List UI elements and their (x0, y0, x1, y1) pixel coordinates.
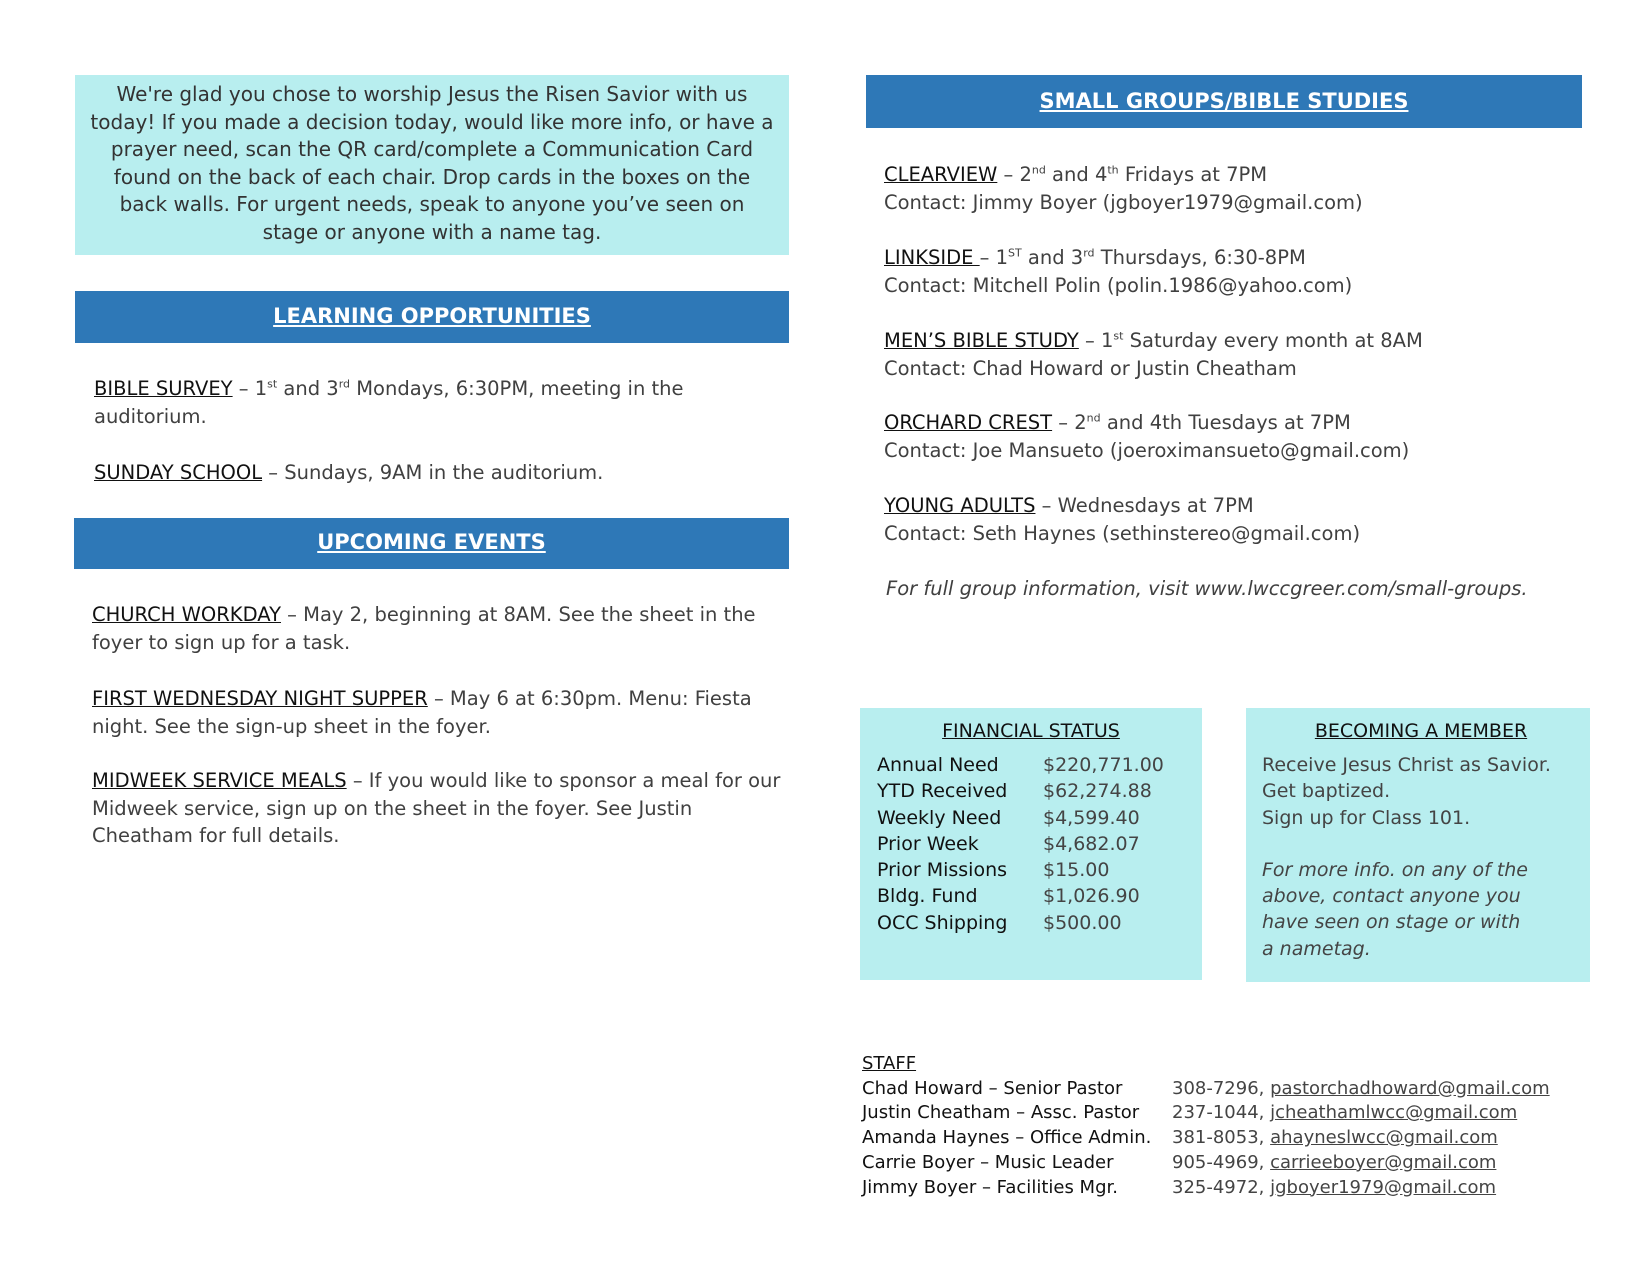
financial-value: $1,026.90 (1043, 885, 1140, 908)
financial-label: Annual Need (877, 754, 999, 776)
groups-footer-text: For full group information, visit www.lwccgreer.com/small-groups. (886, 577, 1528, 600)
staff-contact (1172, 1101, 1517, 1126)
staff-email-link[interactable]: jgboyer1979@gmail.com (1270, 1176, 1497, 1198)
group-item-linkside (884, 244, 1604, 299)
staff-contact (1172, 1077, 1550, 1102)
group-text: – 2 (1052, 411, 1087, 434)
staff-name: Amanda Haynes – Office Admin. (862, 1127, 1152, 1149)
financial-status-box (860, 708, 1202, 980)
event-title: MIDWEEK SERVICE MEALS (92, 769, 347, 792)
superscript: nd (1031, 163, 1046, 177)
group-title: CLEARVIEW (884, 163, 998, 186)
staff-email-link[interactable]: jcheathamlwcc@gmail.com (1270, 1102, 1518, 1124)
staff-phone: 237-1044, (1172, 1102, 1271, 1124)
group-item-orchard-crest (884, 409, 1604, 464)
membership-step: Get baptized. (1262, 780, 1391, 803)
groups-heading: SMALL GROUPS/BIBLE STUDIES (1039, 89, 1409, 113)
financial-value: $500.00 (1043, 911, 1122, 934)
staff-phone: 308-7296, (1172, 1077, 1271, 1099)
bible-survey-text: – 1 (232, 377, 268, 400)
event-item (92, 685, 782, 740)
membership-note-line: For more info. on any of the (1262, 858, 1528, 881)
staff-row (862, 1126, 1622, 1151)
group-item-mens (884, 327, 1604, 382)
group-contact: Contact: Seth Haynes (sethinstereo@gmail.com) (884, 521, 1361, 545)
staff-phone: 325-4972, (1172, 1176, 1271, 1198)
group-text: Thursdays, 6:30-8PM (1094, 246, 1306, 269)
group-contact: Contact: Mitchell Polin (polin.1986@yahoo.com) (884, 273, 1353, 297)
groups-heading-bar (866, 75, 1582, 128)
groups-footer-note (886, 575, 1606, 603)
group-title: MEN’S BIBLE STUDY (884, 329, 1079, 352)
financial-value: $15.00 (1043, 859, 1110, 882)
bible-survey-text: Mondays, 6:30PM, meeting in the auditorium. (94, 377, 684, 428)
group-title: ORCHARD CREST (884, 411, 1053, 434)
superscript: nd (1086, 411, 1101, 425)
financial-value: $4,682.07 (1043, 832, 1140, 855)
group-text: – 1 (979, 246, 1009, 269)
membership-step: Sign up for Class 101. (1262, 806, 1471, 829)
group-text: Saturday every month at 8AM (1123, 329, 1423, 352)
staff-email-link[interactable]: carrieeboyer@gmail.com (1270, 1151, 1497, 1173)
event-title: FIRST WEDNESDAY NIGHT SUPPER (92, 687, 428, 710)
learning-heading: LEARNING OPPORTUNITIES (273, 304, 591, 328)
group-text: and 3 (1021, 246, 1084, 269)
bible-survey-text: and 3 (277, 377, 339, 400)
group-title: YOUNG ADULTS (884, 494, 1036, 517)
group-text: and 4th Tuesdays at 7PM (1100, 411, 1351, 434)
bible-survey-item (94, 375, 784, 430)
financial-row (877, 805, 1202, 831)
welcome-text: We're glad you chose to worship Jesus the Risen Savior with us today! If you made a decision today, would like more info, or have a prayer need, scan the QR card/complete a Communication Card found on the back of each chair. Drop cards in the boxes on the back walls. For urgent needs, speak to anyone you’ve seen on stage or anyone with a name tag. (90, 82, 774, 244)
superscript: ST (1008, 246, 1022, 260)
staff-heading: STAFF (862, 1053, 917, 1074)
membership-heading: BECOMING A MEMBER (1314, 720, 1528, 742)
event-item (92, 601, 782, 656)
events-heading: UPCOMING EVENTS (317, 530, 546, 554)
financial-row (877, 752, 1202, 778)
financial-label: Weekly Need (877, 806, 1002, 829)
membership-note-line: a nametag. (1262, 937, 1371, 960)
staff-directory (862, 1052, 1622, 1200)
staff-contact (1172, 1151, 1496, 1176)
membership-note-line: have seen on stage or with (1262, 911, 1521, 934)
sunday-school-item (94, 459, 784, 487)
financial-row (877, 857, 1202, 883)
welcome-box (75, 75, 789, 255)
membership-box (1246, 708, 1590, 982)
financial-label: Bldg. Fund (877, 885, 978, 908)
event-title: CHURCH WORKDAY (92, 603, 281, 626)
staff-contact (1172, 1176, 1496, 1201)
superscript: rd (1083, 246, 1095, 260)
superscript: th (1107, 163, 1119, 177)
group-item-clearview (884, 161, 1604, 216)
group-contact: Contact: Jimmy Boyer (jgboyer1979@gmail.com) (884, 190, 1363, 214)
staff-name: Jimmy Boyer – Facilities Mgr. (862, 1176, 1118, 1198)
group-title: LINKSIDE (884, 246, 980, 269)
superscript: rd (338, 377, 351, 391)
bible-survey-title: BIBLE SURVEY (94, 377, 233, 400)
staff-phone: 905-4969, (1172, 1151, 1271, 1173)
staff-email-link[interactable]: ahayneslwcc@gmail.com (1270, 1127, 1498, 1149)
staff-contact (1172, 1126, 1498, 1151)
staff-row (862, 1151, 1622, 1176)
financial-heading: FINANCIAL STATUS (942, 720, 1120, 742)
group-text: Fridays at 7PM (1118, 163, 1268, 186)
financial-row (877, 778, 1202, 804)
superscript: st (267, 377, 278, 391)
membership-step: Receive Jesus Christ as Savior. (1262, 754, 1551, 776)
group-text: – 1 (1078, 329, 1114, 352)
event-text: – If you would like to sponsor a meal for our Midweek service, sign up on the sheet in the foyer. See Justin Cheatham for full details. (92, 769, 781, 847)
staff-row (862, 1176, 1622, 1201)
superscript: st (1113, 329, 1124, 343)
financial-row (877, 883, 1202, 909)
event-item (92, 767, 782, 850)
staff-row (862, 1101, 1622, 1126)
staff-email-link[interactable]: pastorchadhoward@gmail.com (1270, 1077, 1550, 1099)
events-heading-bar (74, 518, 789, 569)
financial-label: Prior Week (877, 832, 979, 855)
group-contact: Contact: Chad Howard or Justin Cheatham (884, 356, 1297, 380)
financial-label: Prior Missions (877, 859, 1008, 882)
financial-row (877, 910, 1202, 936)
group-text: – Wednesdays at 7PM (1035, 494, 1254, 517)
financial-row (877, 831, 1202, 857)
group-item-young-adults (884, 492, 1604, 547)
learning-heading-bar (75, 291, 789, 343)
staff-phone: 381-8053, (1172, 1127, 1271, 1149)
event-text: – May 2, beginning at 8AM. See the sheet in the foyer to sign up for a task. (92, 603, 756, 654)
staff-name: Chad Howard – Senior Pastor (862, 1077, 1123, 1099)
staff-row (862, 1077, 1622, 1102)
financial-value: $4,599.40 (1043, 806, 1140, 829)
sunday-school-title: SUNDAY SCHOOL (94, 461, 263, 484)
financial-label: OCC Shipping (877, 911, 1008, 934)
group-contact: Contact: Joe Mansueto (joeroximansueto@gmail.com) (884, 438, 1410, 462)
event-text: – May 6 at 6:30pm. Menu: Fiesta night. See the sign-up sheet in the foyer. (92, 687, 752, 738)
financial-value: $220,771.00 (1043, 754, 1164, 776)
membership-note-line: above, contact anyone you (1262, 885, 1521, 908)
financial-label: YTD Received (877, 780, 1008, 803)
group-text: – 2 (997, 163, 1032, 186)
financial-value: $62,274.88 (1043, 780, 1152, 803)
staff-name: Justin Cheatham – Assc. Pastor (862, 1102, 1140, 1124)
group-text: and 4 (1045, 163, 1108, 186)
staff-name: Carrie Boyer – Music Leader (862, 1151, 1114, 1173)
sunday-school-text: – Sundays, 9AM in the auditorium. (262, 461, 604, 484)
